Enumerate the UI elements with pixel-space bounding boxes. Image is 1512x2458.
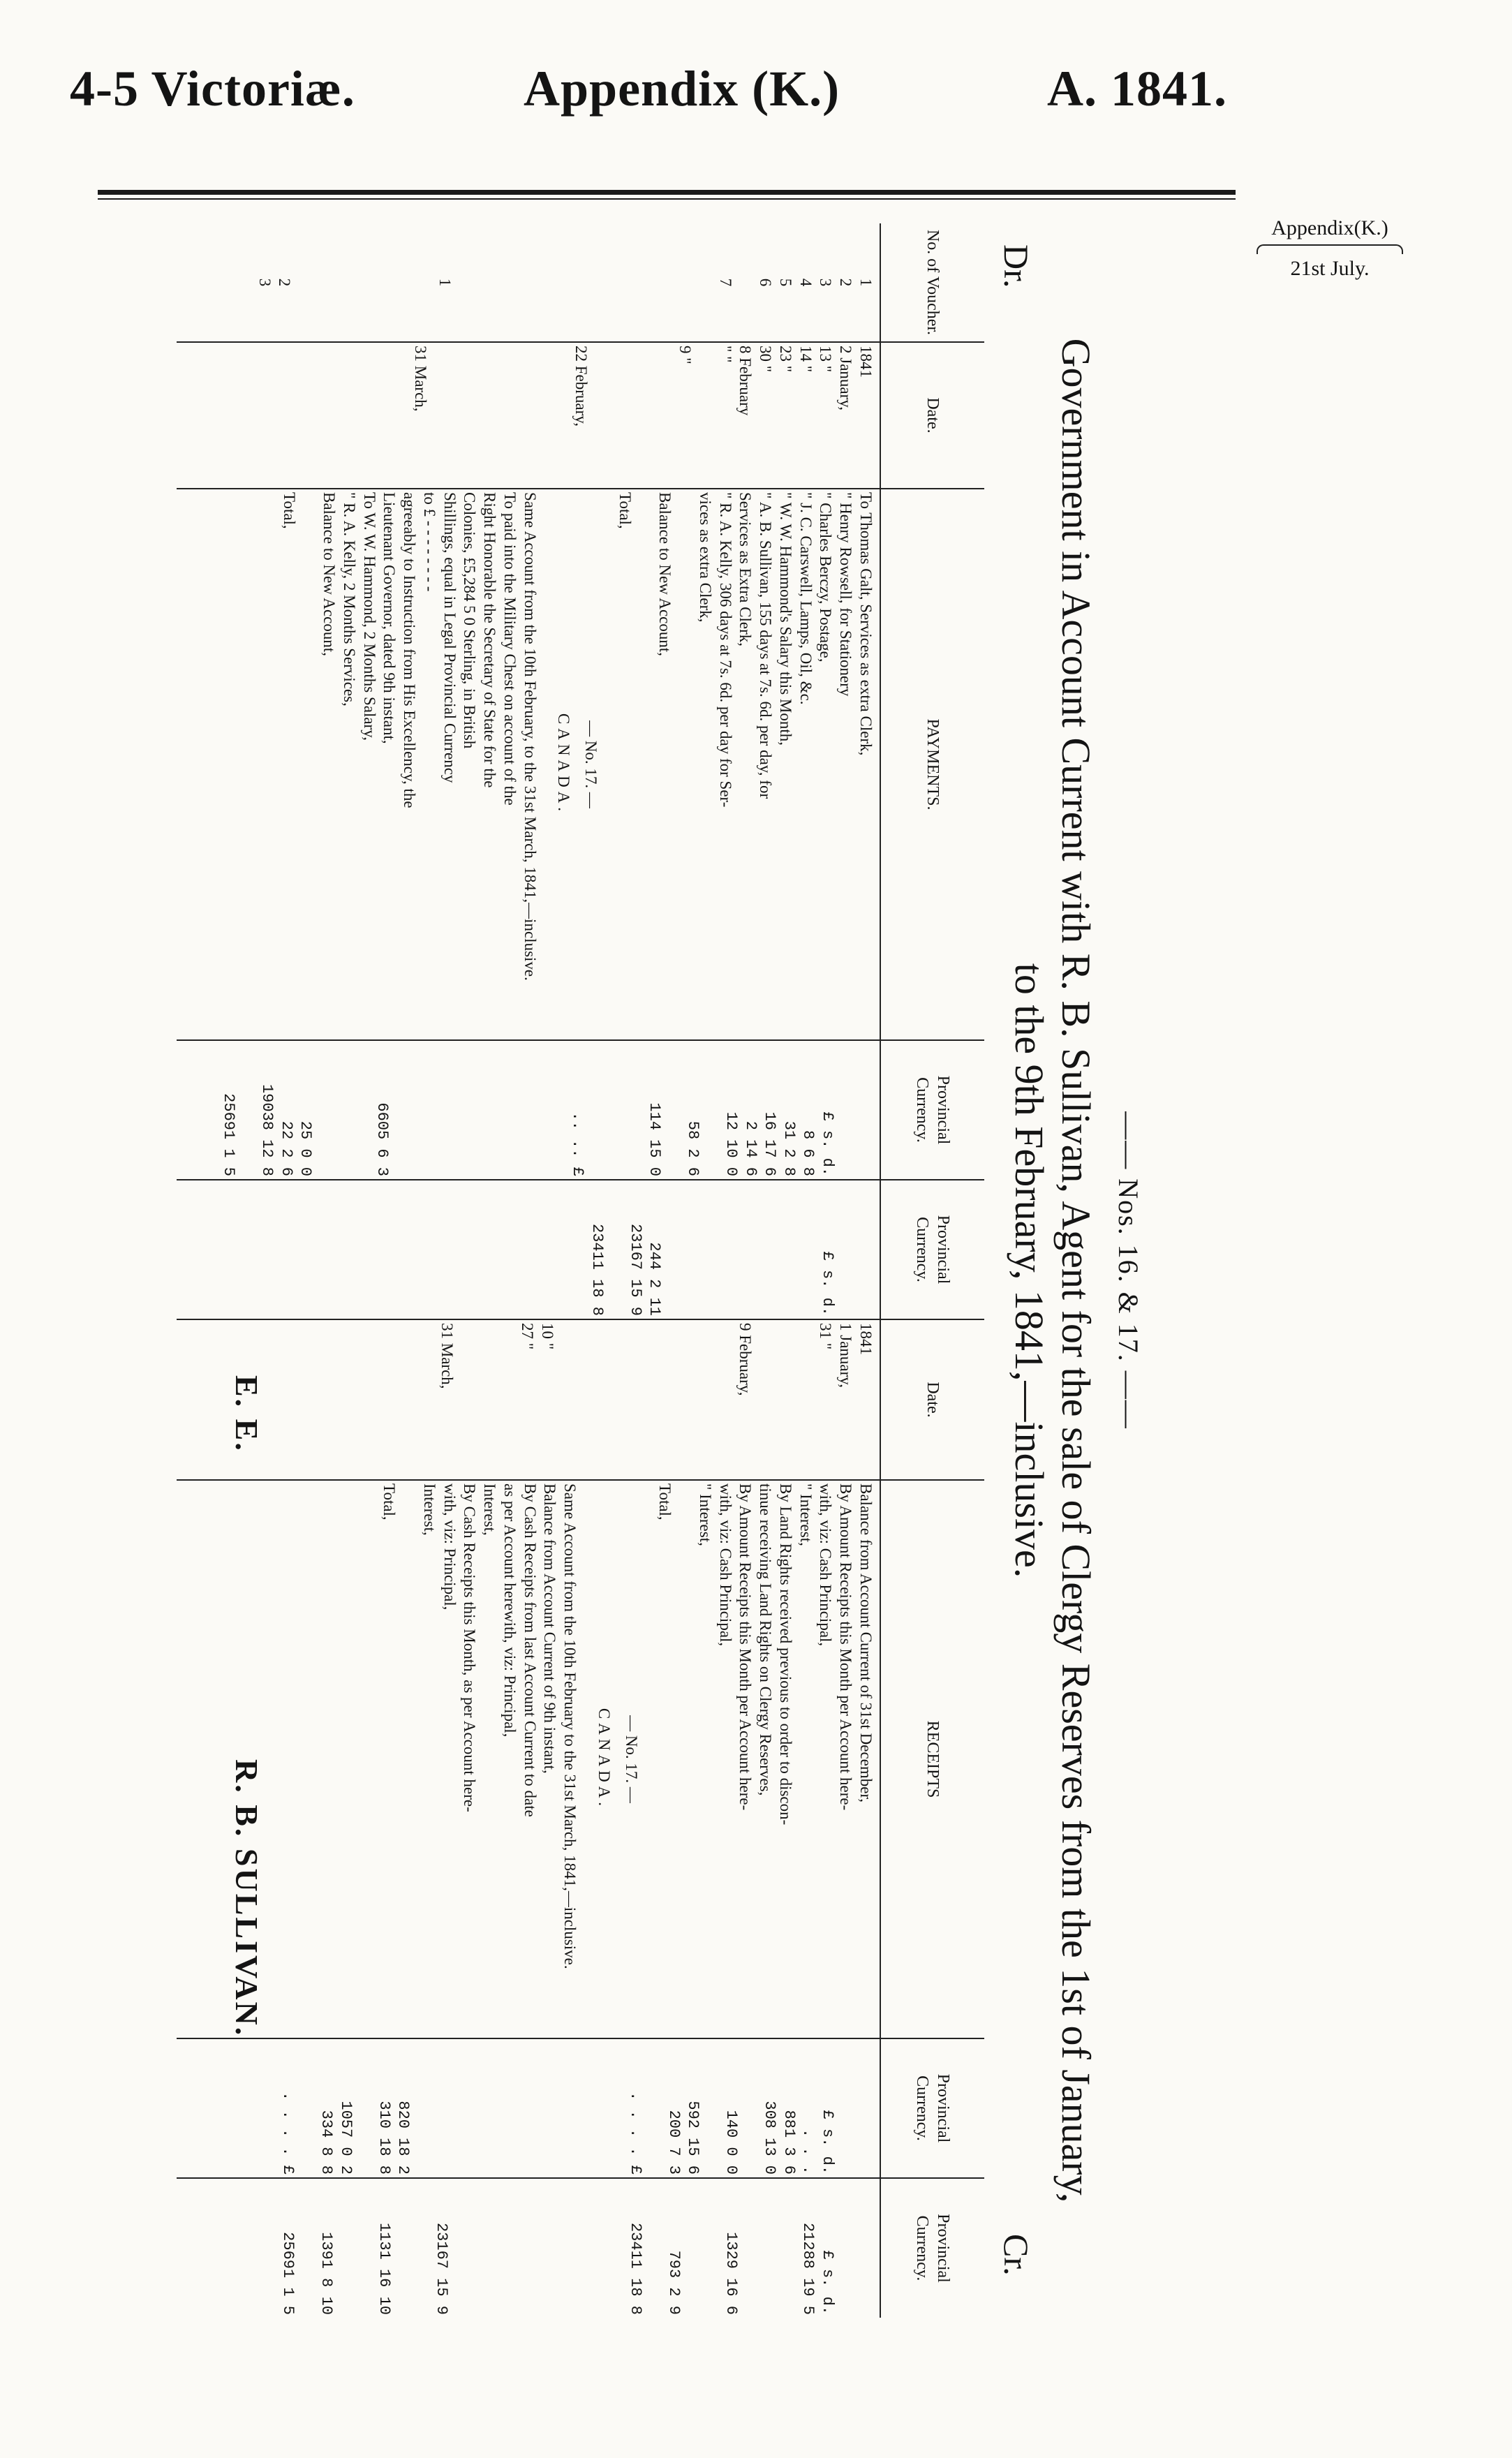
- ledger-line: 200 7 3: [665, 2110, 683, 2175]
- ledger-line: [370, 346, 390, 485]
- ledger-line: 2 January,: [837, 346, 855, 411]
- ledger-line: 10 ": [538, 1323, 556, 1350]
- ledger-line: [298, 2182, 318, 2315]
- ledger-line: 6605 6 3: [373, 1102, 392, 1176]
- ledger-line: 31 2 8: [780, 1120, 798, 1176]
- ledger-line: [394, 2182, 413, 2315]
- ledger-line: [376, 1323, 396, 1476]
- prov3-cell: [177, 2038, 880, 2178]
- ledger-line: 25691 1 5: [279, 2232, 297, 2315]
- ledger-line: [665, 1183, 684, 1316]
- ledger-line: " ": [716, 346, 734, 363]
- vouchers-a: [595, 226, 876, 339]
- ledger-line: [799, 1183, 818, 1316]
- ledger-line: [635, 226, 655, 339]
- ledger-line: [355, 2042, 375, 2175]
- pc1-a: [568, 1044, 837, 1176]
- ledger-line: 16 17 6: [761, 1111, 779, 1176]
- ledger-line: 244 2 11: [646, 1242, 664, 1316]
- margin-note: [1250, 216, 1410, 281]
- ledger-line: [431, 346, 451, 485]
- ledger-line: . . . . £: [627, 2091, 644, 2175]
- header-center: Appendix (K.): [524, 61, 840, 117]
- ledger-line: [755, 1323, 776, 1476]
- col-prov3: Provincial Currency.: [880, 2038, 984, 2178]
- ledger-line: [795, 1323, 815, 1476]
- ledger-line: with, viz: Cash Principal,: [817, 1483, 835, 1647]
- ledger-line: [298, 2042, 318, 2175]
- ledger-line: [607, 1044, 626, 1176]
- pc4-b: [279, 2182, 452, 2315]
- ledger-line: [695, 226, 715, 339]
- ledger-line: [234, 226, 254, 339]
- ledger-line: [413, 2182, 433, 2315]
- ledger-line: [626, 1044, 646, 1176]
- col-voucher: No. of Voucher.: [880, 223, 984, 342]
- ledger-line: 25 0 0: [297, 1120, 315, 1176]
- ledger-line: By Cash Receipts this Month, as per Account here-: [461, 1483, 479, 1812]
- prov2-cell: [177, 1180, 880, 1319]
- ledger-line: £ s. d.: [819, 1251, 836, 1316]
- ledger-line: Balance to New Account,: [656, 492, 674, 657]
- ledger-line: Shillings, equal in Legal Provincial Currency: [440, 492, 459, 783]
- rdates-b: [356, 1323, 557, 1476]
- ledger-line: [607, 1183, 626, 1316]
- nos-label: —— Nos. 16. & 17. ——: [1113, 1111, 1144, 1430]
- ledger-line: [675, 1483, 695, 2035]
- ledger-line: [683, 2182, 703, 2315]
- ledger-line: [214, 226, 235, 339]
- ledger-line: 9 February,: [736, 1323, 755, 1396]
- ledger-line: " J. C. Carswell, Lamps, Oil, &c.: [796, 492, 815, 705]
- ledger-line: [551, 346, 571, 485]
- receipts-b: [379, 1483, 560, 2035]
- ledger-line: 140 0 0: [722, 2110, 741, 2175]
- voucher-cell: [177, 223, 880, 342]
- ledger-line: By Cash Receipts from last Account Current to date: [521, 1483, 539, 1817]
- ledger-line: 3: [255, 278, 274, 287]
- ledger-line: 31 ": [817, 1323, 835, 1350]
- ledger-line: [645, 2182, 665, 2315]
- ledger-line: 1841: [857, 346, 875, 378]
- ledger-line: [356, 1323, 376, 1476]
- ledger-line: Total,: [616, 492, 634, 529]
- account-title-line1: Government in Account Current with R. B. Sullivan, Agent for the sale of Clergy Reserves from the 1st of January,: [1053, 338, 1099, 2203]
- ledger-line: 25691 1 5: [220, 1093, 238, 1176]
- col-prov4: Provincial Currency.: [880, 2178, 984, 2318]
- ledger-line: [703, 1044, 722, 1176]
- ledger-line: [316, 1044, 335, 1176]
- ledger-line: " A. B. Sullivan, 155 days at 7s. 6d. per day, for: [757, 492, 775, 799]
- rotated-account-page: [147, 223, 1236, 2318]
- ledger-line: [703, 2042, 722, 2175]
- ledger-line: 6: [757, 278, 775, 287]
- ledger-line: [239, 1044, 258, 1176]
- ledger-line: Interest,: [421, 1483, 438, 1536]
- ledger-line: 1: [436, 278, 454, 287]
- ledger-line: 1131 16 10: [376, 2222, 393, 2315]
- ledger-line: [299, 492, 319, 1037]
- margin-note-date: 21st July.: [1290, 257, 1370, 280]
- ledger-line: 2 14 6: [742, 1120, 759, 1176]
- ledger-line: [334, 1044, 354, 1176]
- rdates-a: [655, 1323, 875, 1476]
- ledger-line: [775, 1323, 795, 1476]
- ledger-line: [760, 2182, 780, 2315]
- ledger-line: [780, 1183, 799, 1316]
- account-table: [177, 223, 984, 2318]
- ledger-line: 1329 16 6: [722, 2232, 741, 2315]
- no17-left: — No. 17. —: [582, 720, 600, 808]
- ledger-line: 12 10 0: [722, 1111, 741, 1176]
- dates-b: [350, 346, 591, 485]
- ledger-line: .. .. £: [569, 1111, 587, 1176]
- payments-cell: [177, 489, 880, 1040]
- ledger-line: " Charles Berczy, Postage,: [817, 492, 835, 662]
- ledger-line: [715, 1323, 735, 1476]
- rdate-cell: [177, 1319, 880, 1480]
- ledger-line: Colonies, £5,284 5 0 Sterling, in British: [461, 492, 479, 749]
- ledger-line: 14 ": [796, 346, 815, 373]
- ledger-line: 13 ": [817, 346, 835, 373]
- ledger-line: Total,: [380, 1483, 399, 1520]
- ledger-line: [655, 1323, 675, 1476]
- ledger-line: 1841: [857, 1323, 875, 1355]
- ledger-line: [399, 1483, 420, 2035]
- ledger-line: [588, 1044, 607, 1176]
- table-body-row: [177, 223, 880, 2318]
- ledger-line: " Interest,: [796, 1483, 815, 1546]
- ledger-line: [355, 226, 375, 339]
- table-header-row: [880, 223, 984, 2318]
- ledger-line: £ s. d.: [819, 2250, 836, 2315]
- ledger-line: 58 2 6: [684, 1120, 702, 1176]
- col-receipts: RECEIPTS: [880, 1480, 984, 2038]
- ledger-line: 4: [796, 278, 815, 287]
- ledger-line: [457, 1323, 477, 1476]
- account-title-line2: to the 9th February, 1841,—inclusive.: [1007, 963, 1052, 1578]
- ledger-line: [417, 1323, 437, 1476]
- ledger-line: [760, 1183, 780, 1316]
- canada-right: CANADA.: [595, 1708, 613, 1811]
- ledger-line: [431, 1044, 450, 1176]
- ledger-line: 1: [857, 278, 875, 287]
- prov1-cell: [177, 1040, 880, 1180]
- ledger-line: [390, 346, 410, 485]
- ledger-line: [665, 1044, 684, 1176]
- ledger-line: £ s. d.: [819, 1111, 836, 1176]
- ledger-line: Balance from Account Current of 9th instant,: [541, 1483, 559, 1774]
- ledger-line: [741, 1183, 761, 1316]
- ledger-line: [722, 1183, 741, 1316]
- ledger-line: 592 15 6: [684, 2101, 702, 2175]
- ledger-line: [413, 2042, 433, 2175]
- ledger-line: [595, 226, 615, 339]
- ledger-line: with, viz: Principal,: [440, 1483, 459, 1611]
- ledger-line: 7: [716, 278, 734, 287]
- ledger-line: Services as Extra Clerk,: [736, 492, 755, 646]
- ledger-line: [392, 1044, 412, 1176]
- ledger-line: tinue receiving Land Rights on Clergy Reserves,: [757, 1483, 775, 1796]
- pc4-a: [626, 2182, 838, 2315]
- signature-right: R. B. SULLIVAN.: [229, 1759, 265, 2038]
- prov4-cell: [177, 2178, 880, 2318]
- ledger-line: [675, 492, 695, 1037]
- pc1-b: [219, 1044, 450, 1176]
- ledger-line: [432, 2042, 452, 2175]
- ledger-line: [531, 346, 551, 485]
- ledger-line: [703, 1183, 722, 1316]
- ledger-line: [350, 346, 371, 485]
- ledger-line: Balance from Account Current of 31st December,: [857, 1483, 875, 1803]
- ledger-line: [741, 2042, 761, 2175]
- ledger-line: [695, 346, 715, 485]
- ledger-line: [675, 1323, 695, 1476]
- margin-note-appendix: Appendix(K.): [1271, 216, 1388, 239]
- ledger-line: [645, 2042, 665, 2175]
- payments-a: [614, 492, 875, 1037]
- ledger-line: 2: [837, 278, 855, 287]
- header-left: 4-5 Victoriæ.: [70, 61, 355, 117]
- ledger-line: By Amount Receipts this Month per Account here-: [837, 1483, 855, 1811]
- ledger-line: [477, 1323, 497, 1476]
- ledger-line: " R. A. Kelly, 2 Months Services,: [341, 492, 358, 706]
- ledger-line: " Henry Rowsell, for Stationery: [837, 492, 855, 697]
- cr-label: Cr.: [997, 2234, 1036, 2276]
- ledger-line: 3: [817, 278, 835, 287]
- ledger-line: 1 January,: [837, 1323, 855, 1389]
- col-date: Date.: [880, 342, 984, 489]
- ledger-line: [415, 226, 435, 339]
- col-prov2: Provincial Currency.: [880, 1180, 984, 1319]
- ledger-line: as per Account herewith, viz: Principal,: [501, 1483, 519, 1738]
- ledger-line: [635, 492, 655, 1037]
- ledger-line: 23 ": [777, 346, 794, 373]
- ledger-line: Total,: [280, 492, 298, 529]
- ledger-line: 22 February,: [572, 346, 591, 427]
- signature-left: E. E.: [229, 1375, 265, 1453]
- col-prov1: Provincial Currency.: [880, 1040, 984, 1180]
- header-rule: [98, 190, 1236, 195]
- date-cell: [177, 342, 880, 489]
- ledger-line: [703, 2182, 722, 2315]
- ledger-line: [735, 226, 755, 339]
- ledger-line: [614, 226, 635, 339]
- pc2-a: [588, 1183, 838, 1316]
- ledger-line: 310 18 8: [376, 2101, 393, 2175]
- ledger-line: . . .: [799, 2128, 817, 2175]
- ledger-line: [396, 1323, 417, 1476]
- ledger-line: [355, 2182, 375, 2315]
- dates-a: [675, 346, 876, 485]
- dr-label: Dr.: [997, 244, 1036, 288]
- receipts-a: [655, 1483, 875, 2035]
- ledger-line: [375, 226, 395, 339]
- ledger-line: [683, 1183, 703, 1316]
- ledger-line: [695, 1323, 715, 1476]
- pc3-a: [626, 2042, 838, 2175]
- ledger-line: 23167 15 9: [627, 1223, 644, 1316]
- receipts-cell: [177, 1480, 880, 2038]
- ledger-line: 334 8 8: [318, 2110, 336, 2175]
- ledger-line: [314, 226, 334, 339]
- ledger-line: To paid into the Military Chest on account of the: [501, 492, 519, 806]
- ledger-line: 30 ": [757, 346, 775, 373]
- pc3-b: [279, 2042, 452, 2175]
- ledger-line: To W. W. Hammond, 2 Months Salary,: [360, 492, 378, 741]
- ledger-line: . . . . £: [279, 2091, 297, 2175]
- ledger-line: 793 2 9: [665, 2250, 683, 2315]
- ledger-line: [295, 226, 315, 339]
- ledger-line: [741, 2182, 761, 2315]
- ledger-line: [655, 226, 675, 339]
- ledger-line: 22 2 6: [278, 1120, 295, 1176]
- ledger-line: 2: [276, 278, 294, 287]
- ledger-line: [511, 346, 531, 485]
- ledger-line: 19038 12 8: [258, 1083, 276, 1176]
- ledger-line: [394, 226, 415, 339]
- ledger-line: Total,: [656, 1483, 674, 1520]
- ledger-line: to £ - - - - - - - -: [421, 492, 438, 592]
- ledger-line: 5: [777, 278, 794, 287]
- ledger-line: 114 15 0: [646, 1102, 664, 1176]
- canada-left: CANADA.: [555, 713, 573, 816]
- ledger-line: 308 13 0: [761, 2101, 779, 2175]
- payments-b: [279, 492, 519, 1037]
- ledger-line: 8 6 8: [799, 1130, 817, 1176]
- ledger-line: " W. W. Hammond's Salary this Month,: [777, 492, 794, 746]
- ledger-line: 31 March,: [438, 1323, 456, 1389]
- ledger-line: " Interest,: [697, 1483, 714, 1546]
- header-rule-thin: [98, 198, 1236, 200]
- ledger-line: Balance to New Account,: [320, 492, 339, 657]
- ledger-line: 31 March,: [412, 346, 430, 412]
- ledger-line: [780, 2182, 799, 2315]
- ledger-line: 881 3 6: [780, 2110, 798, 2175]
- ledger-line: [675, 226, 695, 339]
- ledger-line: £ s. d.: [819, 2110, 836, 2175]
- col-rdate: Date.: [880, 1319, 984, 1480]
- ledger-line: with, viz: Cash Principal,: [716, 1483, 734, 1647]
- vouchers-b: [214, 226, 455, 339]
- ledger-line: 27 ": [519, 1323, 536, 1350]
- receipts-b-heading: Same Account from the 10th February to the 31st March, 1841,—inclusive.: [561, 1483, 579, 1969]
- ledger-line: Lieutenant Governor, dated 9th instant,: [380, 492, 399, 744]
- ledger-line: By Amount Receipts this Month per Account here-: [736, 1483, 755, 1811]
- ledger-line: 8 February: [736, 346, 755, 416]
- ledger-line: vices as extra Clerk,: [697, 492, 714, 623]
- ledger-line: [450, 346, 470, 485]
- ledger-line: 9 ": [676, 346, 695, 364]
- ledger-line: " R. A. Kelly, 306 days at 7s. 6d. per day for Ser-: [716, 492, 734, 808]
- ledger-line: [354, 1044, 373, 1176]
- no17-right: — No. 17. —: [622, 1715, 640, 1803]
- ledger-line: Interest,: [481, 1483, 499, 1536]
- ledger-line: [470, 346, 491, 485]
- ledger-line: 1057 0 2: [337, 2101, 355, 2175]
- ledger-line: [497, 1323, 517, 1476]
- header-right: A. 1841.: [1047, 61, 1227, 117]
- ledger-line: agreeably to Instruction from His Excellency, the: [401, 492, 419, 808]
- ledger-line: Right Honorable the Secretary of State for the: [481, 492, 499, 788]
- ledger-line: [334, 226, 355, 339]
- ledger-line: [491, 346, 511, 485]
- ledger-line: To Thomas Galt, Services as extra Clerk,: [857, 492, 875, 756]
- col-payments: PAYMENTS.: [880, 489, 984, 1040]
- payments-b-heading: Same Account from the 10th February, to the 31st March, 1841,—inclusive.: [521, 492, 539, 981]
- ledger-line: 23411 18 8: [627, 2222, 644, 2315]
- ledger-line: 21288 19 5: [799, 2222, 817, 2315]
- ledger-line: By Land Rights received previous to order to discon-: [777, 1483, 794, 1826]
- ledger-line: 23167 15 9: [433, 2222, 451, 2315]
- ledger-line: [336, 2182, 356, 2315]
- ledger-line: 820 18 2: [394, 2101, 413, 2175]
- ledger-line: [411, 1044, 431, 1176]
- margin-brace: [1257, 244, 1403, 254]
- ledger-line: 23411 18 8: [588, 1223, 606, 1316]
- ledger-line: 1391 8 10: [318, 2232, 336, 2315]
